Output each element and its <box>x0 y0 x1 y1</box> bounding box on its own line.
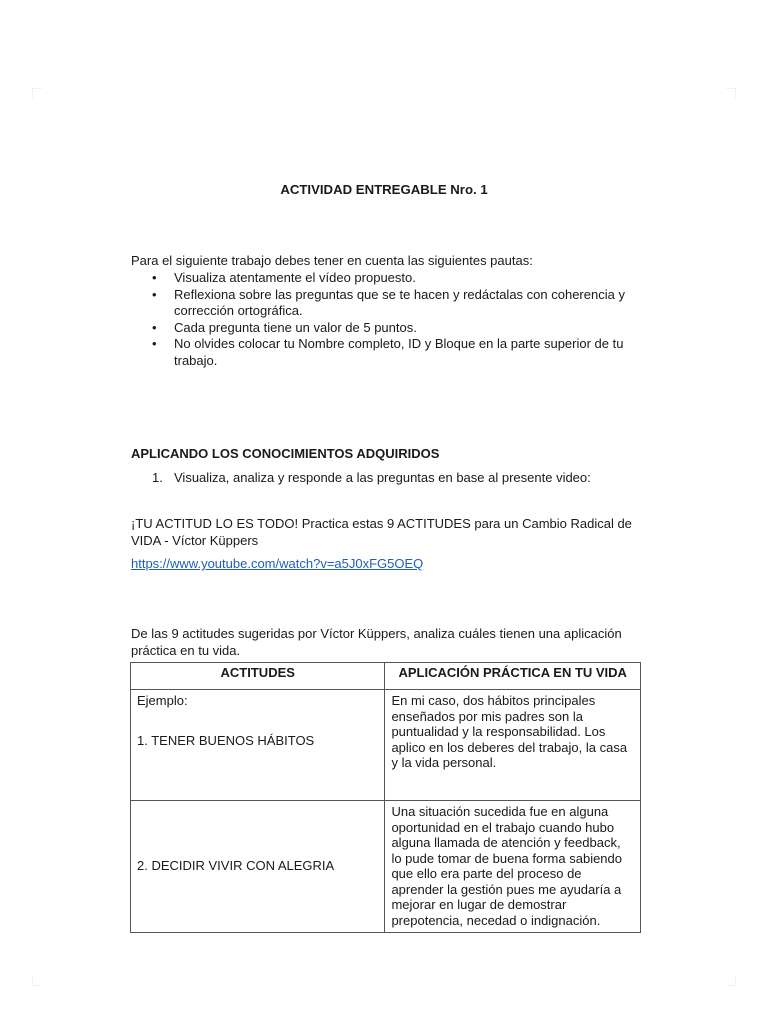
attitude-cell: 2. DECIDIR VIVIR CON ALEGRIA <box>131 801 385 933</box>
video-title: ¡TU ACTITUD LO ES TODO! Practica estas 9 ACTITUDES para un Cambio Radical de VIDA - Víctor Küppers <box>131 516 632 548</box>
attitudes-table <box>130 662 641 933</box>
application-cell: En mi caso, dos hábitos principales enseñados por mis padres son la puntualidad y la responsabilidad. Los aplico en los deberes del trabajo, la casa y la vida personal. <box>385 690 641 801</box>
corner-mark-icon <box>32 88 42 98</box>
corner-mark-icon <box>32 976 42 986</box>
table-row <box>131 801 641 933</box>
header-attitudes: ACTITUDES <box>131 663 385 690</box>
attitude-cell <box>131 690 385 801</box>
document-title: ACTIVIDAD ENTREGABLE Nro. 1 <box>280 182 488 197</box>
table-row <box>131 690 641 801</box>
example-label: Ejemplo: <box>137 693 188 708</box>
rule-item: • Cada pregunta tiene un valor de 5 puntos. <box>131 320 651 337</box>
corner-mark-icon <box>726 976 736 986</box>
attitude-text: 1. TENER BUENOS HÁBITOS <box>137 732 315 748</box>
question-text: De las 9 actitudes sugeridas por Víctor Küppers, analiza cuáles tienen una aplicación práctica en tu vida. <box>131 626 622 658</box>
video-link[interactable]: https://www.youtube.com/watch?v=a5J0xFG5OEQ <box>131 556 424 571</box>
section-heading: APLICANDO LOS CONOCIMIENTOS ADQUIRIDOS <box>131 446 440 461</box>
intro-text: Para el siguiente trabajo debes tener en cuenta las siguientes pautas: <box>131 253 533 268</box>
numbered-item <box>152 470 591 485</box>
application-cell: Una situación sucedida fue en alguna oportunidad en el trabajo cuando hubo alguna llamada de atención y feedback, lo pude tomar de buena forma sabiendo que ello era parte del proceso de aprender la gestión pues me ayudaría a mejorar en lugar de demostrar prepotencia, necedad o indignación. <box>385 801 641 933</box>
rule-item: • Reflexiona sobre las preguntas que se te hacen y redáctalas con coherencia y corrección ortográfica. <box>131 287 651 320</box>
item-number: 1. <box>152 470 163 485</box>
table-header-row <box>131 663 641 690</box>
corner-mark-icon <box>726 88 736 98</box>
rule-item: • Visualiza atentamente el vídeo propuesto. <box>131 270 651 287</box>
item-text: Visualiza, analiza y responde a las preguntas en base al presente video: <box>174 470 591 485</box>
rules-list <box>131 270 651 369</box>
header-application: APLICACIÓN PRÁCTICA EN TU VIDA <box>385 663 641 690</box>
rule-item: • No olvides colocar tu Nombre completo, ID y Bloque en la parte superior de tu trabajo. <box>131 336 651 369</box>
